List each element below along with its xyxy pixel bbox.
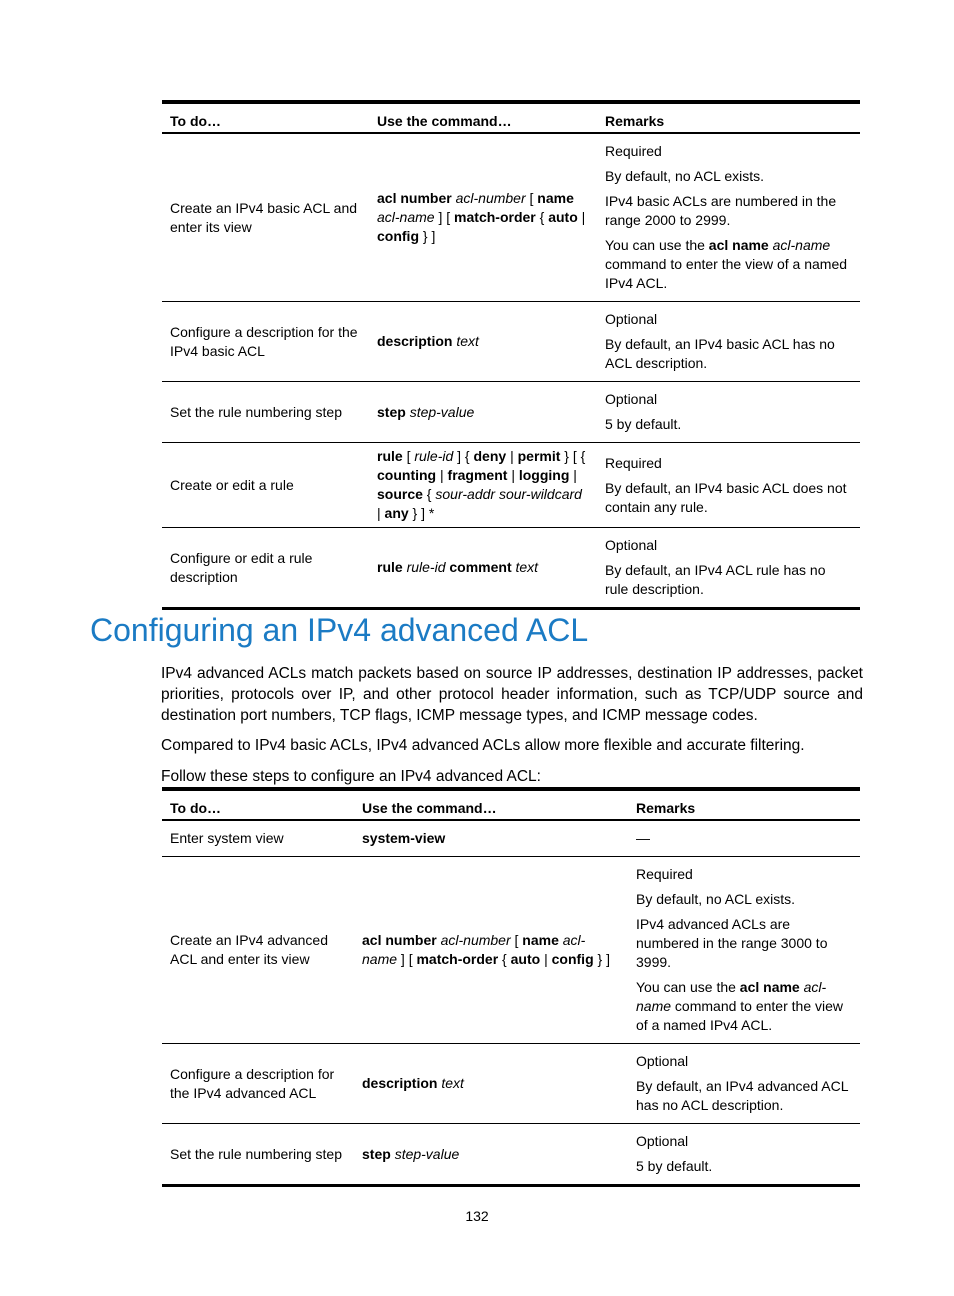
text-run: Optional <box>636 1133 689 1149</box>
table-row <box>162 1124 860 1186</box>
steps-lead-paragraph: Follow these steps to configure an IPv4 advanced ACL: <box>161 768 541 785</box>
remark-line <box>605 536 852 555</box>
text-run: | <box>436 467 448 483</box>
command-keyword: rule <box>377 559 403 575</box>
command-keyword: counting <box>377 467 437 483</box>
command-argument: text <box>515 559 539 575</box>
text-run: 5 by default. <box>636 1158 713 1174</box>
text-run: IPv4 basic ACLs are numbered in the range 2000 to 2999. <box>605 193 837 228</box>
command-keyword: step <box>377 403 406 420</box>
todo-cell: Configure a description for the IPv4 advanced ACL <box>170 1065 335 1101</box>
command-argument: acl-name <box>772 237 831 253</box>
table-row <box>162 133 860 302</box>
text-run: } [ { <box>560 448 586 464</box>
section-heading: Configuring an IPv4 advanced ACL <box>90 612 589 648</box>
command-cell <box>354 857 628 1044</box>
text-run: ] [ <box>434 209 455 225</box>
command-argument: rule-id <box>414 448 454 464</box>
text-run: } ] <box>593 951 610 967</box>
text-run: ] { <box>453 448 474 464</box>
remark-line <box>636 978 852 1035</box>
remark-line <box>636 1052 852 1071</box>
remarks-cell <box>628 1044 860 1124</box>
intro-paragraph: IPv4 advanced ACLs match packets based on source IP addresses, destination IP addresses, packet priorities, protocols over IP, and other protocol header information, such as TCP/UDP source and destination port numbers, TCP flags, ICMP message types, and ICMP message codes. <box>161 665 863 724</box>
remark-line <box>636 915 852 972</box>
remark-line <box>605 167 852 186</box>
remarks-cell <box>628 820 860 857</box>
todo-cell: Create an IPv4 advanced ACL and enter its view <box>170 932 328 967</box>
remark-line <box>605 335 852 373</box>
basic-acl-steps-table <box>162 100 860 610</box>
page-number: 132 <box>465 1208 489 1224</box>
remarks-cell <box>597 443 860 528</box>
todo-cell: Configure a description for the IPv4 basic ACL <box>170 323 358 359</box>
text-run: | <box>507 467 519 483</box>
column-header-command: Use the command… <box>377 113 512 129</box>
command-keyword: acl name <box>739 979 800 995</box>
command-argument: acl-number <box>440 932 511 948</box>
command-keyword: fragment <box>447 467 508 483</box>
text-run: 5 by default. <box>605 416 682 432</box>
remark-line <box>605 192 852 230</box>
remark-line <box>605 310 852 329</box>
todo-cell: Create an IPv4 basic ACL and enter its view <box>170 199 358 235</box>
text-run: | <box>569 467 577 483</box>
table-header-row <box>162 102 860 133</box>
text-run: command to enter the view of a named IPv4 ACL. <box>636 998 844 1033</box>
command-argument: text <box>441 1075 464 1091</box>
command-keyword: name <box>537 190 574 206</box>
command-argument: step-value <box>394 1145 460 1162</box>
todo-cell: Set the rule numbering step <box>170 1145 342 1162</box>
command-keyword: rule <box>377 448 403 464</box>
remarks-cell <box>597 382 860 443</box>
text-run: | <box>577 209 586 225</box>
remark-line <box>605 561 852 599</box>
command-keyword: description <box>362 1075 438 1091</box>
text-run: Optional <box>605 311 658 327</box>
remark-line <box>605 142 852 161</box>
remark-line <box>605 479 852 517</box>
table-row <box>162 1044 860 1124</box>
command-keyword: config <box>377 228 419 244</box>
column-header-todo: To do… <box>170 113 222 129</box>
command-keyword: acl name <box>708 237 769 253</box>
column-header-command: Use the command… <box>362 800 497 816</box>
command-keyword: match-order <box>454 209 536 225</box>
todo-cell: Enter system view <box>170 830 284 846</box>
remarks-cell <box>597 133 860 302</box>
command-cell <box>369 443 597 528</box>
table-row <box>162 528 860 609</box>
text-run: ] [ <box>397 951 417 967</box>
text-run: By default, no ACL exists. <box>636 891 796 907</box>
text-run: | <box>506 448 518 464</box>
remark-line <box>605 415 852 434</box>
text-run: IPv4 advanced ACLs are numbered in the range 3000 to 3999. <box>636 916 828 970</box>
text-run: } ] * <box>408 505 435 521</box>
text-run: Optional <box>636 1053 689 1069</box>
remark-line <box>636 829 852 848</box>
command-argument: acl-number <box>455 190 526 206</box>
command-argument: acl-name <box>377 209 435 225</box>
command-keyword: any <box>384 505 409 521</box>
column-header-remarks: Remarks <box>636 800 696 816</box>
table-row <box>162 820 860 857</box>
text-run: — <box>636 830 650 846</box>
comparison-paragraph: Compared to IPv4 basic ACLs, IPv4 advanced ACLs allow more flexible and accurate filtering. <box>161 737 805 754</box>
text-run: [ <box>525 190 538 206</box>
command-keyword: system-view <box>362 830 446 846</box>
text-run: [ <box>402 448 415 464</box>
command-keyword: step <box>362 1145 391 1162</box>
table-row <box>162 857 860 1044</box>
table-row <box>162 382 860 443</box>
command-cell <box>354 1044 628 1124</box>
command-keyword: permit <box>517 448 561 464</box>
command-argument: step-value <box>409 403 475 420</box>
text-run: [ <box>510 932 523 948</box>
command-cell <box>354 1124 628 1186</box>
command-argument: acl-name <box>362 932 586 967</box>
column-header-remarks: Remarks <box>605 113 665 129</box>
command-cell <box>369 382 597 443</box>
command-keyword: auto <box>510 951 541 967</box>
remark-line <box>605 236 852 293</box>
text-run: Optional <box>605 537 658 553</box>
command-argument: sour-addr sour-wildcard <box>435 486 582 502</box>
text-run: By default, an IPv4 basic ACL does not contain any rule. <box>605 479 847 515</box>
text-run: Optional <box>605 391 658 407</box>
command-keyword: name <box>522 932 559 948</box>
todo-cell: Set the rule numbering step <box>170 403 342 420</box>
text-run: By default, an IPv4 advanced ACL has no ACL description. <box>636 1078 848 1113</box>
column-header-todo: To do… <box>170 800 222 816</box>
command-keyword: logging <box>518 467 570 483</box>
remark-line <box>605 454 852 473</box>
todo-cell: Create or edit a rule <box>170 476 294 493</box>
remark-line <box>636 1132 852 1151</box>
table-header-row <box>162 789 860 820</box>
text-run: { <box>535 209 549 225</box>
command-cell <box>369 302 597 382</box>
command-keyword: description <box>377 333 453 349</box>
remark-line <box>636 1077 852 1115</box>
text-run: { <box>498 951 511 967</box>
text-run: Required <box>605 143 662 159</box>
remarks-cell <box>597 302 860 382</box>
command-cell <box>369 528 597 609</box>
command-keyword: auto <box>548 209 578 225</box>
command-cell <box>369 133 597 302</box>
text-run: Required <box>605 454 662 471</box>
text-run: { <box>422 486 436 502</box>
command-keyword: deny <box>473 448 507 464</box>
command-argument: text <box>456 333 479 349</box>
command-argument: rule-id <box>406 559 446 575</box>
command-keyword: acl number <box>377 190 452 206</box>
text-run: } ] <box>419 228 436 244</box>
command-argument: acl-name <box>636 979 827 1014</box>
text-run: By default, no ACL exists. <box>605 168 765 184</box>
text-run: | <box>540 951 552 967</box>
remarks-cell <box>628 857 860 1044</box>
text-run: You can use the <box>636 979 740 995</box>
table-row <box>162 443 860 528</box>
command-cell <box>354 820 628 857</box>
remark-line <box>636 865 852 884</box>
text-run: command to enter the view of a named IPv4 ACL. <box>605 256 848 291</box>
todo-cell: Configure or edit a rule description <box>170 549 313 585</box>
text-run: You can use the <box>605 237 709 253</box>
remark-line <box>605 390 852 409</box>
remark-line <box>636 1157 852 1176</box>
text-run: Required <box>636 866 693 882</box>
command-keyword: match-order <box>416 951 499 967</box>
advanced-acl-steps-table <box>162 787 860 1187</box>
remarks-cell <box>628 1124 860 1186</box>
remarks-cell <box>597 528 860 609</box>
command-keyword: source <box>377 486 423 502</box>
command-keyword: config <box>551 951 594 967</box>
text-run: | <box>377 505 385 521</box>
table-row <box>162 302 860 382</box>
text-run: By default, an IPv4 basic ACL has no ACL description. <box>605 336 835 371</box>
command-keyword: acl number <box>362 932 437 948</box>
remark-line <box>636 890 852 909</box>
text-run: By default, an IPv4 ACL rule has no rule description. <box>605 562 826 597</box>
command-keyword: comment <box>449 559 512 575</box>
